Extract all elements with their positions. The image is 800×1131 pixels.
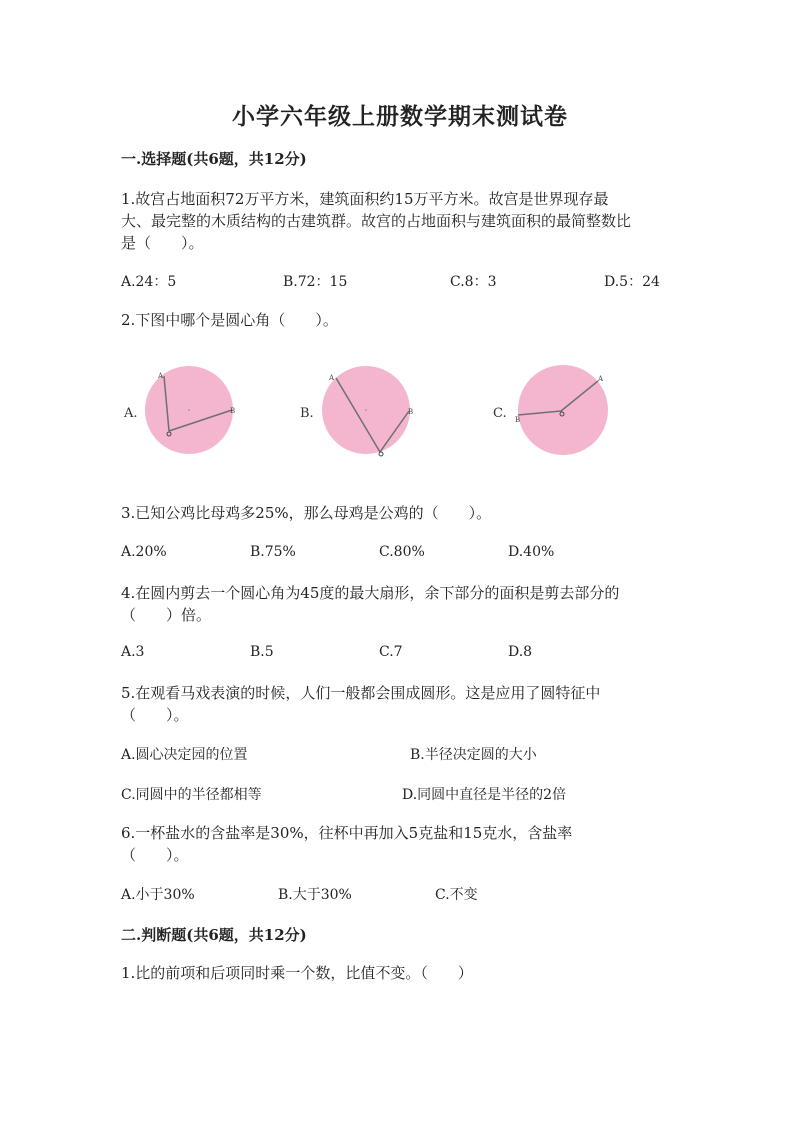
point-label-b: B: [230, 407, 236, 415]
question-line: 5.在观看马戏表演的时候，人们一般都会围成圆形。这是应用了圆特征中: [121, 684, 601, 702]
q3-option-b[interactable]: B.75%: [250, 544, 296, 560]
q4-option-c[interactable]: C.7: [379, 644, 403, 660]
question-line: 2.下图中哪个是圆心角（ ）。: [121, 311, 338, 329]
question-line: 1.故宫占地面积72万平方米，建筑面积约15万平方米。故宫是世界现存最: [121, 190, 609, 208]
point-label-a: A: [158, 372, 164, 380]
point-label-b: B: [408, 408, 414, 416]
figure-c[interactable]: [493, 365, 608, 455]
question-line: 大、最完整的木质结构的古建筑群。故宫的占地面积与建筑面积的最简整数比: [121, 212, 632, 230]
figure-label-b: B.: [300, 406, 314, 421]
q3-option-a[interactable]: A.20%: [121, 544, 167, 560]
q3-option-c[interactable]: C.80%: [379, 544, 425, 560]
question-5: [121, 682, 681, 726]
q1-option-b[interactable]: B.72：15: [283, 274, 348, 290]
question-2: [121, 309, 681, 331]
figure-label-c: C.: [493, 406, 507, 421]
q1-option-d[interactable]: D.5：24: [604, 274, 660, 290]
section-heading-judge: 二.判断题(共6题，共12分): [121, 926, 307, 944]
question-line: 3.已知公鸡比母鸡多25%，那么母鸡是公鸡的（ ）。: [121, 504, 492, 522]
q6-option-a[interactable]: A.小于30%: [121, 887, 195, 903]
center-dot: [188, 409, 190, 411]
q2-figure: [121, 360, 641, 470]
question-line: 4.在圆内剪去一个圆心角为45度的最大扇形，余下部分的面积是剪去部分的: [121, 584, 620, 602]
question-6: [121, 822, 681, 866]
question-3: [121, 502, 681, 524]
q1-option-a[interactable]: A.24：5: [121, 274, 177, 290]
question-line: （ ）倍。: [121, 606, 212, 624]
q4-option-b[interactable]: B.5: [250, 644, 274, 660]
question-line: （ ）。: [121, 846, 189, 864]
figure-label-a: A.: [124, 406, 138, 421]
question-1: [121, 188, 681, 254]
q6-option-b[interactable]: B.大于30%: [278, 887, 352, 903]
figure-b[interactable]: [300, 366, 413, 456]
q4-option-a[interactable]: A.3: [121, 644, 145, 660]
question-4: [121, 582, 681, 626]
question-line: 1.比的前项和后项同时乘一个数，比值不变。（ ）: [121, 964, 473, 982]
center-dot: [365, 409, 367, 411]
page-title: 小学六年级上册数学期末测试卷: [232, 103, 568, 130]
q5-option-c[interactable]: C.同圆中的半径都相等: [121, 787, 262, 803]
q5-option-b[interactable]: B.半径决定圆的大小: [410, 747, 537, 763]
point-label-a: A: [329, 374, 335, 382]
point-o: [379, 452, 383, 456]
q5-option-a[interactable]: A.圆心决定园的位置: [121, 747, 248, 763]
point-label-b: B: [515, 416, 521, 424]
q3-option-d[interactable]: D.40%: [508, 544, 555, 560]
question-line: 6.一杯盐水的含盐率是30%，往杯中再加入5克盐和15克水，含盐率: [121, 824, 573, 842]
q6-option-c[interactable]: C.不变: [435, 887, 478, 903]
question-line: 是（ ）。: [121, 234, 204, 252]
q4-option-d[interactable]: D.8: [508, 644, 533, 660]
question-line: （ ）。: [121, 706, 189, 724]
point-label-a: A: [598, 375, 604, 383]
q5-option-d[interactable]: D.同圆中直径是半径的2倍: [402, 787, 567, 803]
figure-a[interactable]: [123, 366, 235, 454]
q1-option-c[interactable]: C.8：3: [450, 274, 497, 290]
judge-question-1: [121, 962, 681, 984]
section-heading-choice: 一.选择题(共6题，共12分): [121, 150, 307, 168]
